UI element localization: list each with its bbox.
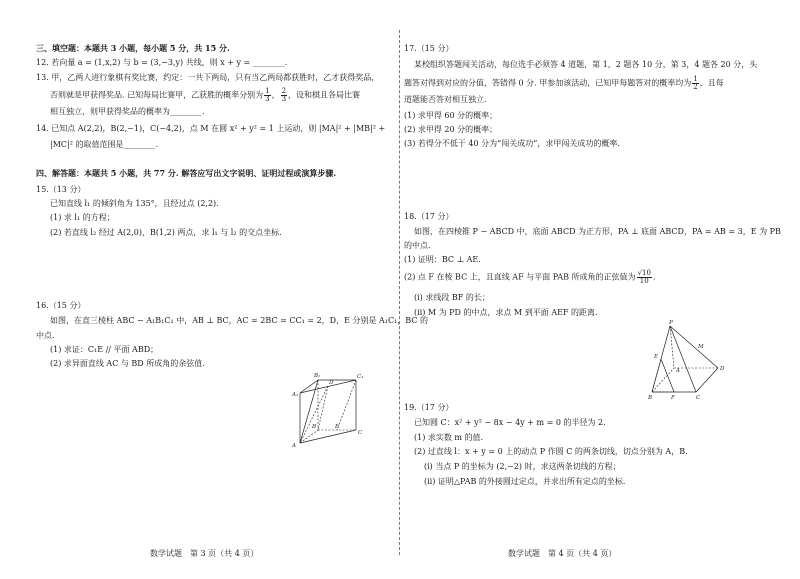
fraction-one-third: $\frac{1}{3}$ <box>265 87 270 103</box>
label-M: M <box>698 344 704 350</box>
question-16-line2: 中点. <box>36 331 55 340</box>
question-19-line3: (2) 过直线 l：x + y = 0 上的动点 P 作圆 C 的两条切线，切点分别为 A，B. <box>414 447 688 456</box>
question-15-line2: (1) 求 l₁ 的方程； <box>50 213 115 222</box>
question-19-line5: (ⅱ) 证明△PAB 的外接圆过定点，并求出所有定点的坐标. <box>424 477 626 486</box>
question-17-line5: (2) 求甲得 20 分的概率； <box>404 125 498 134</box>
question-17-line6: (3) 若得分不低于 40 分为“闯关成功”，求甲闯关成功的概率. <box>404 139 620 148</box>
question-15-line1: 已知直线 l₁ 的倾斜角为 135°，且经过点 (2,2). <box>50 199 219 208</box>
question-17-line2 <box>404 76 724 91</box>
question-17-line1: 某校组织答题闯关活动，每位选手必须答 4 道题，第 1，2 题各 10 分，第 3，4 题各 20 分，头 <box>414 60 758 69</box>
pyramid-figure <box>640 318 728 400</box>
fraction-two-thirds: $\frac{2}{3}$ <box>281 87 287 103</box>
question-18-line6: (ⅱ) M 为 PD 的中点，求点 M 到平面 AEF 的距离. <box>414 308 598 317</box>
question-17-line3: 道题能否答对相互独立. <box>404 95 487 104</box>
fraction-sqrt10-over-10: $\frac{√10}{10}$ <box>637 269 651 285</box>
section3-header: 三、填空题：本题共 3 小题，每小题 5 分，共 15 分. <box>36 43 230 53</box>
question-13-line2 <box>50 88 360 103</box>
q13-text-b: ，设和棋且各局比赛 <box>288 90 361 100</box>
label-A1: A₁ <box>292 392 299 398</box>
question-18-line4 <box>404 270 655 285</box>
label-D: D <box>329 380 334 386</box>
label-P: P <box>669 320 673 326</box>
q13-sep: ， <box>271 90 280 100</box>
label-D: D <box>720 366 725 372</box>
page-4 <box>404 0 800 579</box>
question-18-line2: 的中点. <box>404 241 431 250</box>
label-C1: C₁ <box>357 374 364 380</box>
question-13-line3: 相互独立，则甲获得奖品的概率为________. <box>50 107 205 116</box>
question-19-line1: 已知圆 C：x² + y² − 8x − 4y + m = 0 的半径为 2. <box>414 418 606 427</box>
label-B: B <box>648 395 653 400</box>
question-16-line1: 如图，在直三棱柱 ABC − A₁B₁C₁ 中，AB ⊥ BC，AC = 2BC = CC₁ = 2，D，E 分别是 A₁C₁，BC 的 <box>50 316 428 325</box>
label-B: B <box>312 424 317 430</box>
question-17-title: 17.（15 分） <box>404 44 454 53</box>
label-A: A <box>292 443 296 449</box>
question-17-line4: (1) 求甲得 60 分的概率； <box>404 111 498 120</box>
question-18-line5: (ⅰ) 求线段 BF 的长； <box>414 293 490 302</box>
question-13-line1: 13. 甲，乙两人进行象棋有奖比赛，约定：一共下两局，只有当乙两局都获胜时，乙才获得奖品， <box>36 73 380 82</box>
question-18-line3: (1) 证明：BC ⊥ AE. <box>404 255 481 264</box>
question-16-title: 16.（15 分） <box>36 301 86 310</box>
q18-text-b: . <box>652 272 656 282</box>
footer-page-4: 数学试题 第 4 页（共 4 页） <box>508 549 617 558</box>
question-15-line3: (2) 若直线 l₂ 经过 A(2,0)，B(1,2) 两点，求 l₁ 与 l₂ 的交点坐标. <box>50 228 282 237</box>
footer-page-3: 数学试题 第 3 页（共 4 页） <box>150 549 259 558</box>
label-F: F <box>671 395 675 400</box>
q17-text-b: ，且每 <box>699 78 724 88</box>
question-14-line2: |MC|² 的取值范围是________. <box>50 140 158 149</box>
q17-text-a: 题答对得到对应的分值，答错得 0 分. 甲参加该活动，已知甲每题答对的概率均为 <box>404 78 692 88</box>
question-15-title: 15.（13 分） <box>36 185 86 194</box>
label-A: A <box>676 368 680 374</box>
question-19-line4: (ⅰ) 当点 P 的坐标为 (2,−2) 时，求这两条切线的方程； <box>424 462 621 471</box>
label-E: E <box>654 354 659 360</box>
q18-text-a: (2) 点 F 在棱 BC 上，且直线 AF 与平面 PAB 所成角的正弦值为 <box>404 272 636 282</box>
question-14-line1: 14. 已知点 A(2,2)，B(2,−1)，C(−4,2)，点 M 在圆 x² + y² = 1 上运动，则 |MA|² + |MB|² + <box>36 124 386 133</box>
fraction-one-half: $\frac{1}{2}$ <box>693 75 698 91</box>
section4-header: 四、解答题：本题共 5 小题，共 77 分. 解答应写出文字说明、证明过程或演算步骤. <box>36 168 337 178</box>
question-19-title: 19.（17 分） <box>404 403 454 412</box>
label-C: C <box>358 430 363 436</box>
question-18-title: 18.（17 分） <box>404 212 454 221</box>
question-19-line2: (1) 求实数 m 的值. <box>414 433 484 442</box>
label-B1: B₁ <box>314 373 321 379</box>
page-divider <box>399 30 400 555</box>
q13-text-a: 否则就是甲获得奖品. 已知每局比赛甲，乙获胜的概率分别为 <box>50 90 264 100</box>
question-12: 12. 若向量 a = (1,x,2) 与 b = (3,−3,y) 共线，则 x + y = ________. <box>36 58 288 67</box>
label-C: C <box>696 395 701 400</box>
prism-figure <box>290 368 370 450</box>
question-16-line4: (2) 求异面直线 AC 与 BD 所成角的余弦值. <box>50 359 205 368</box>
question-16-line3: (1) 求证：C₁E // 平面 ABD； <box>50 345 159 354</box>
label-E: E <box>335 424 340 430</box>
question-18-line1: 如图，在四棱锥 P − ABCD 中，底面 ABCD 为正方形，PA ⊥ 底面 ABCD，PA = AB = 3，E 为 PB <box>414 227 781 236</box>
